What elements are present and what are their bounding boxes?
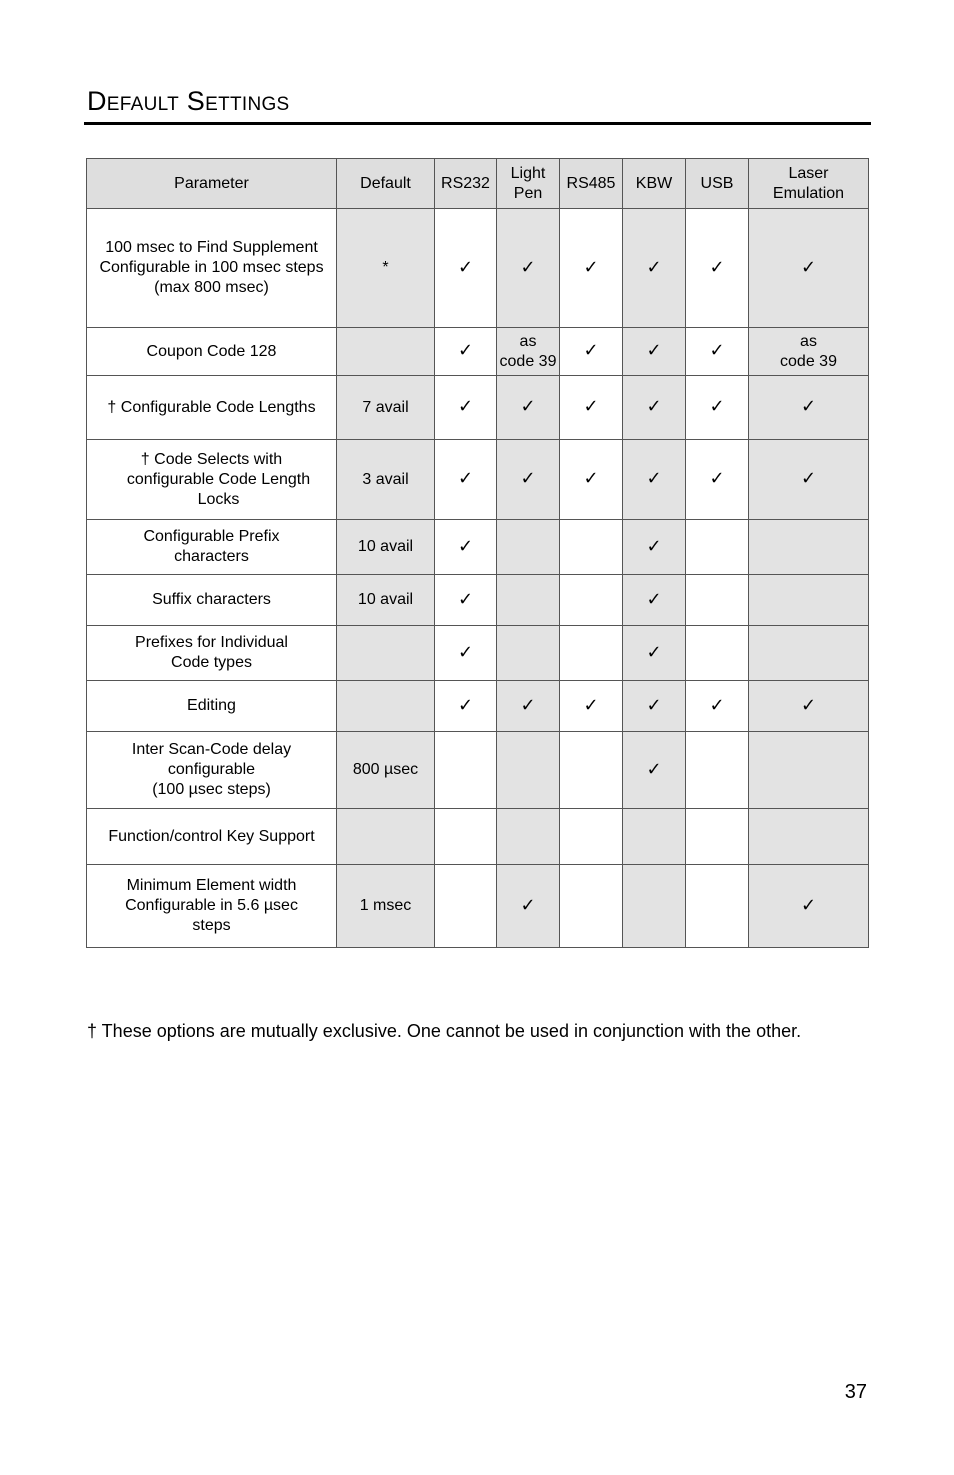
checkmark-icon: ✓ xyxy=(646,468,662,489)
default-cell xyxy=(337,809,435,865)
rs232-cell xyxy=(435,376,497,440)
kbw-cell xyxy=(623,209,686,328)
laser-cell xyxy=(749,809,869,865)
kbw-cell xyxy=(623,865,686,948)
rs232-cell xyxy=(435,440,497,520)
checkmark-icon: ✓ xyxy=(800,256,817,278)
kbw-cell xyxy=(623,732,686,809)
table-row xyxy=(87,209,869,328)
header-usb: USB xyxy=(686,159,749,209)
parameter-cell xyxy=(87,575,337,626)
header-rs232: RS232 xyxy=(435,159,497,209)
checkmark-icon: ✓ xyxy=(520,694,536,716)
header-laser-emulation xyxy=(749,159,869,209)
kbw-cell xyxy=(623,520,686,575)
kbw-cell xyxy=(623,328,686,376)
checkmark-icon: ✓ xyxy=(520,894,536,916)
parameter-cell xyxy=(87,328,337,376)
usb-cell xyxy=(686,681,749,732)
table-row xyxy=(87,440,869,520)
rs232-cell xyxy=(435,328,497,376)
usb-cell xyxy=(686,575,749,626)
default-cell: * xyxy=(337,209,435,328)
default-cell: 7 avail xyxy=(337,376,435,440)
default-settings-table xyxy=(86,158,869,948)
lightpen-cell xyxy=(497,520,560,575)
page-title: Default Settings xyxy=(87,86,290,116)
page-number: 37 xyxy=(844,1381,867,1403)
parameter-text: (100 µsec steps) xyxy=(152,781,271,798)
header-rs485: RS485 xyxy=(560,159,623,209)
table-header-row xyxy=(87,159,869,209)
default-cell xyxy=(337,681,435,732)
default-cell: 1 msec xyxy=(337,865,435,948)
usb-cell xyxy=(686,809,749,865)
rs485-cell xyxy=(560,209,623,328)
checkmark-icon: ✓ xyxy=(646,256,662,278)
rs232-cell xyxy=(435,681,497,732)
table-row xyxy=(87,575,869,626)
parameter-text: Configurable in 100 msec steps xyxy=(99,259,324,276)
checkmark-icon: ✓ xyxy=(583,396,599,417)
lightpen-cell xyxy=(497,440,560,520)
rs232-cell xyxy=(435,520,497,575)
parameter-text: Inter Scan-Code delay xyxy=(131,741,292,758)
laser-cell xyxy=(749,626,869,681)
table-row xyxy=(87,809,869,865)
lightpen-cell xyxy=(497,328,560,376)
rs485-cell xyxy=(560,575,623,626)
parameter-text: configurable xyxy=(167,761,256,778)
kbw-cell xyxy=(623,681,686,732)
table-row xyxy=(87,626,869,681)
checkmark-icon: ✓ xyxy=(646,694,662,716)
checkmark-icon: ✓ xyxy=(457,641,474,663)
rs232-cell xyxy=(435,732,497,809)
parameter-text: Locks xyxy=(197,490,240,508)
rs485-cell xyxy=(560,681,623,732)
usb-cell xyxy=(686,440,749,520)
checkmark-icon: ✓ xyxy=(457,588,474,610)
rs485-cell xyxy=(560,440,623,520)
parameter-cell xyxy=(87,626,337,681)
header-light-pen xyxy=(497,159,560,209)
checkmark-icon: ✓ xyxy=(709,340,725,361)
parameter-text: Function/control Key Support xyxy=(108,827,315,845)
checkmark-icon: ✓ xyxy=(520,256,536,278)
rs485-cell xyxy=(560,328,623,376)
rs485-cell xyxy=(560,732,623,809)
lightpen-cell xyxy=(497,809,560,865)
laser-cell xyxy=(749,440,869,520)
table-row xyxy=(87,376,869,440)
checkmark-icon: ✓ xyxy=(800,894,817,916)
lightpen-cell xyxy=(497,209,560,328)
rs485-cell xyxy=(560,626,623,681)
parameter-text: Coupon Code 128 xyxy=(146,342,277,360)
checkmark-icon: ✓ xyxy=(583,468,599,489)
laser-cell xyxy=(749,328,869,376)
lightpen-cell xyxy=(497,376,560,440)
rs232-cell xyxy=(435,809,497,865)
checkmark-icon: ✓ xyxy=(457,340,474,361)
rs485-cell xyxy=(560,376,623,440)
parameter-cell xyxy=(87,681,337,732)
default-cell: 3 avail xyxy=(337,440,435,520)
parameter-text: Prefixes for Individual xyxy=(135,634,288,651)
table-row xyxy=(87,681,869,732)
checkmark-icon: ✓ xyxy=(800,468,817,489)
parameter-text: Editing xyxy=(187,697,236,714)
kbw-cell xyxy=(623,376,686,440)
header-light-pen-line: Pen xyxy=(513,184,543,202)
checkmark-icon: ✓ xyxy=(709,256,725,278)
kbw-cell xyxy=(623,575,686,626)
laser-cell xyxy=(749,681,869,732)
table-row xyxy=(87,328,869,376)
lightpen-cell xyxy=(497,732,560,809)
rs485-cell xyxy=(560,520,623,575)
checkmark-icon: ✓ xyxy=(646,588,662,610)
checkmark-icon: ✓ xyxy=(709,396,725,417)
footnote: † These options are mutually exclusive. One cannot be used in conjunction with the other. xyxy=(87,1021,802,1041)
note-text: code 39 xyxy=(499,352,557,370)
parameter-text: † Configurable Code Lengths xyxy=(107,398,316,416)
usb-cell xyxy=(686,376,749,440)
usb-cell xyxy=(686,209,749,328)
rs485-cell xyxy=(560,865,623,948)
laser-cell xyxy=(749,376,869,440)
parameter-text: 100 msec to Find Supplement xyxy=(105,239,318,256)
laser-cell xyxy=(749,209,869,328)
usb-cell xyxy=(686,328,749,376)
table-row xyxy=(87,732,869,809)
lightpen-cell xyxy=(497,626,560,681)
usb-cell xyxy=(686,732,749,809)
table-row xyxy=(87,520,869,575)
default-cell: 800 µsec xyxy=(337,732,435,809)
lightpen-cell xyxy=(497,865,560,948)
note-text: code 39 xyxy=(780,352,837,370)
checkmark-icon: ✓ xyxy=(457,694,474,716)
note-text: as xyxy=(519,332,537,350)
default-cell xyxy=(337,328,435,376)
default-cell xyxy=(337,626,435,681)
default-cell: 10 avail xyxy=(337,520,435,575)
parameter-cell xyxy=(87,809,337,865)
checkmark-icon: ✓ xyxy=(800,396,817,417)
checkmark-icon: ✓ xyxy=(520,468,536,489)
checkmark-icon: ✓ xyxy=(646,535,662,557)
checkmark-icon: ✓ xyxy=(646,396,662,417)
parameter-text: Minimum Element width xyxy=(126,877,297,894)
rs232-cell xyxy=(435,209,497,328)
laser-cell xyxy=(749,865,869,948)
usb-cell xyxy=(686,626,749,681)
parameter-text: Configurable Prefix xyxy=(143,528,280,545)
parameter-cell xyxy=(87,440,337,520)
checkmark-icon: ✓ xyxy=(646,758,662,780)
parameter-text: Configurable in 5.6 µsec xyxy=(125,897,298,914)
laser-cell xyxy=(749,575,869,626)
checkmark-icon: ✓ xyxy=(583,694,599,716)
usb-cell xyxy=(686,865,749,948)
parameter-cell xyxy=(87,732,337,809)
header-light-pen-line: Light xyxy=(510,164,546,182)
note-text: as xyxy=(800,332,817,350)
checkmark-icon: ✓ xyxy=(583,256,599,278)
checkmark-icon: ✓ xyxy=(457,396,474,417)
parameter-text: Suffix characters xyxy=(152,591,271,608)
checkmark-icon: ✓ xyxy=(457,468,474,489)
laser-cell xyxy=(749,732,869,809)
parameter-cell xyxy=(87,865,337,948)
checkmark-icon: ✓ xyxy=(709,694,725,716)
header-laser-line: Laser xyxy=(788,164,829,182)
rs232-cell xyxy=(435,626,497,681)
checkmark-icon: ✓ xyxy=(800,694,817,716)
parameter-text: steps xyxy=(192,917,231,934)
checkmark-icon: ✓ xyxy=(457,535,474,557)
parameter-cell xyxy=(87,520,337,575)
usb-cell xyxy=(686,520,749,575)
header-laser-line: Emulation xyxy=(772,184,845,202)
header-default: Default xyxy=(337,159,435,209)
parameter-cell xyxy=(87,376,337,440)
checkmark-icon: ✓ xyxy=(646,340,662,361)
laser-cell xyxy=(749,520,869,575)
kbw-cell xyxy=(623,809,686,865)
rs232-cell xyxy=(435,865,497,948)
title-divider xyxy=(84,122,871,125)
parameter-text: characters xyxy=(174,548,249,565)
parameter-text: Code types xyxy=(171,654,252,671)
checkmark-icon: ✓ xyxy=(583,340,599,361)
header-kbw: KBW xyxy=(623,159,686,209)
parameter-text: † Code Selects with xyxy=(140,450,283,468)
lightpen-cell xyxy=(497,681,560,732)
table-body xyxy=(87,209,869,948)
default-cell: 10 avail xyxy=(337,575,435,626)
parameter-text: (max 800 msec) xyxy=(154,279,269,296)
checkmark-icon: ✓ xyxy=(709,468,725,489)
checkmark-icon: ✓ xyxy=(457,256,474,278)
kbw-cell xyxy=(623,626,686,681)
parameter-cell xyxy=(87,209,337,328)
header-parameter: Parameter xyxy=(87,159,337,209)
table-row xyxy=(87,865,869,948)
checkmark-icon: ✓ xyxy=(646,641,662,663)
kbw-cell xyxy=(623,440,686,520)
rs232-cell xyxy=(435,575,497,626)
parameter-text: configurable Code Length xyxy=(126,470,311,488)
lightpen-cell xyxy=(497,575,560,626)
checkmark-icon: ✓ xyxy=(520,396,536,417)
rs485-cell xyxy=(560,809,623,865)
